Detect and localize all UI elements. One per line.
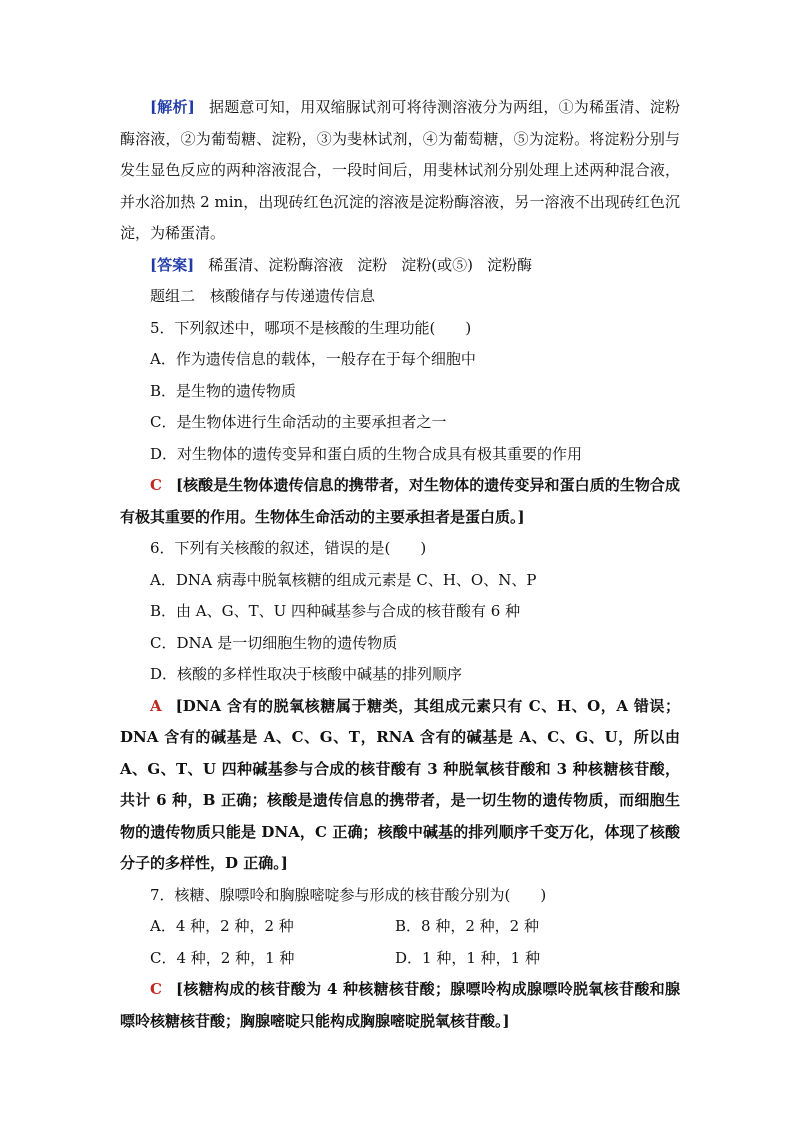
question-option: A．DNA 病毒中脱氧核糖的组成元素是 C、H、O、N、P bbox=[150, 570, 537, 589]
answer-letter: A bbox=[150, 696, 162, 715]
question-option: A．4 种，2 种，2 种 bbox=[150, 917, 294, 935]
section-title: 题组二 核酸储存与传递遗传信息 bbox=[150, 287, 376, 305]
answer-part: 稀蛋清、淀粉酶溶液 bbox=[208, 255, 344, 274]
answer-letter: C bbox=[150, 980, 162, 998]
question-option: A．作为遗传信息的载体，一般存在于每个细胞中 bbox=[150, 350, 476, 368]
question-option: C．4 种，2 种，1 种 bbox=[150, 948, 295, 967]
question-option: B．是生物的遗传物质 bbox=[150, 381, 297, 400]
explanation-text: [核酸是生物体遗传信息的携带者，对生物体的遗传变异和蛋白质的生物合成有极其重要的作用。生物体生命活动的主要承担者是蛋白质。] bbox=[120, 476, 680, 526]
question-option: D．核酸的多样性取决于核酸中碱基的排列顺序 bbox=[150, 665, 463, 683]
answer-part: 淀粉(或⑤) bbox=[401, 255, 473, 274]
analysis-tag: [解析] bbox=[150, 98, 195, 116]
option-row bbox=[120, 911, 680, 943]
answer-tag: [答案] bbox=[150, 255, 195, 274]
question-stem: 5．下列叙述中，哪项不是核酸的生理功能( ) bbox=[150, 318, 472, 337]
answer-explanation bbox=[120, 470, 680, 533]
explanation-text: [核糖构成的核苷酸为 4 种核糖核苷酸；腺嘌呤构成腺嘌呤脱氧核苷酸和腺嘌呤核糖核苷酸；胸腺嘧啶只能构成胸腺嘧啶脱氧核苷酸。] bbox=[120, 980, 680, 1030]
explanation-text: [DNA 含有的脱氧核糖属于糖类，其组成元素只有 C、H、O，A 错误；DNA 含有的碱基是 A、C、G、T，RNA 含有的碱基是 A、C、G、U，所以由 A、G、T、U 四种碱基参与合成的核苷酸有 3 种脱氧核苷酸和 3 种核糖核苷酸，共计 6 种，B 正确；核酸是遗传信息的携带者，是一切生物的遗传物质，而细胞生物的遗传物质只能是 DNA，C 正确；核酸中碱基的排列顺序千变万化，体现了核酸分子的多样性，D 正确。] bbox=[120, 696, 680, 872]
answer-part: 淀粉酶 bbox=[486, 255, 532, 274]
answer-explanation bbox=[120, 691, 680, 880]
question-option: C．DNA 是一切细胞生物的遗传物质 bbox=[150, 633, 398, 652]
question-option: D．1 种，1 种，1 种 bbox=[395, 948, 540, 967]
question-option: C．是生物体进行生命活动的主要承担者之一 bbox=[150, 413, 447, 431]
question-option: B．8 种，2 种，2 种 bbox=[395, 917, 539, 935]
question-option: D．对生物体的遗传变异和蛋白质的生物合成具有极其重要的作用 bbox=[150, 444, 583, 463]
option-row bbox=[120, 943, 680, 975]
question-stem: 6．下列有关核酸的叙述，错误的是( ) bbox=[150, 539, 427, 557]
answer-explanation bbox=[120, 974, 680, 1037]
answer-letter: C bbox=[150, 476, 162, 494]
page-content bbox=[120, 92, 680, 1037]
analysis-paragraph bbox=[120, 92, 680, 250]
answer-part: 淀粉 bbox=[357, 255, 388, 274]
analysis-text: 据题意可知，用双缩脲试剂可将待测溶液分为两组，①为稀蛋清、淀粉酶溶液，②为葡萄糖、淀粉，③为斐林试剂，④为葡萄糖，⑤为淀粉。将淀粉分别与发生显色反应的两种溶液混合，一段时间后，用斐林试剂分别处理上述两种混合液，并水浴加热 2 min，出现砖红色沉淀的溶液是淀粉酶溶液，另一溶液不出现砖红色沉淀，为稀蛋清。 bbox=[120, 98, 680, 242]
question-stem: 7．核糖、腺嘌呤和胸腺嘧啶参与形成的核苷酸分别为( ) bbox=[150, 885, 547, 904]
question-option: B．由 A、G、T、U 四种碱基参与合成的核苷酸有 6 种 bbox=[150, 602, 521, 620]
answer-line bbox=[120, 250, 680, 282]
